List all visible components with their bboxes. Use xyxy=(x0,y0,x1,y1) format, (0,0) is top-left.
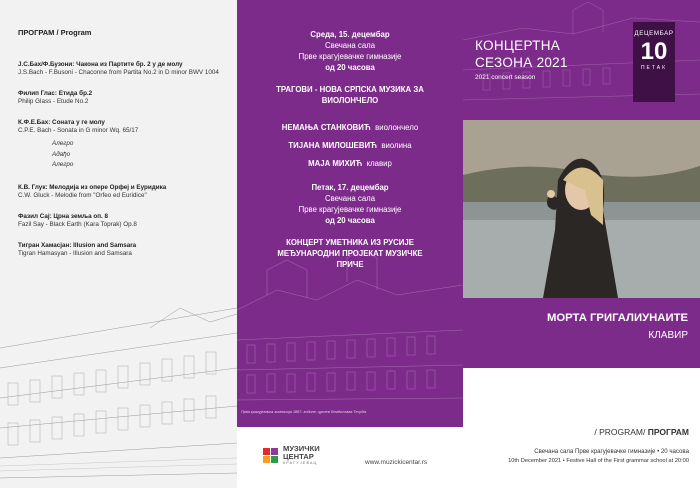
season-title-line1: КОНЦЕРТНА xyxy=(475,38,561,53)
season-title-line2: СЕЗОНА 2021 xyxy=(475,55,568,70)
program-item xyxy=(18,184,227,200)
project1-title: ТРАГОВИ - НОВА СРПСКА МУЗИКА ЗА xyxy=(276,85,424,94)
program-item xyxy=(18,213,227,229)
project1-title-line2: ВИОЛОНЧЕЛО xyxy=(321,96,379,105)
program-item-subtitle: C.W. Gluck - Melodie from "Orfeo ed Euridice" xyxy=(18,191,147,199)
program-item xyxy=(18,242,227,258)
date-badge xyxy=(633,22,675,102)
season-title-english: 2021 concert season xyxy=(475,74,536,81)
building-sketch-left xyxy=(0,288,237,488)
program-title-latin: / PROGRAM/ xyxy=(594,427,648,437)
event2-hall: Свечана сала xyxy=(324,194,376,203)
movement-tempo: Алегро xyxy=(52,161,74,168)
sketch-caption: Прва крагујевачка гимназија 1887. године, цртеж Владислава Тецића xyxy=(241,410,367,414)
event1-hall: Свечана сала xyxy=(324,41,376,50)
performer-instrument: виолончело xyxy=(375,123,419,132)
website-link[interactable]: www.muzickicentar.rs xyxy=(365,459,428,466)
featured-performer-instrument: КЛАВИР xyxy=(648,330,688,341)
project2-title-line3: ПРИЧЕ xyxy=(336,260,364,269)
program-item xyxy=(18,90,227,106)
program-item xyxy=(18,61,227,77)
program-item-subtitle: Philip Glass - Etude No.2 xyxy=(18,98,89,105)
project2-title-line2: МЕЂУНАРОДНИ ПРОЈЕКАТ МУЗИЧКЕ xyxy=(277,249,423,258)
program-item-subtitle: Fazil Say - Black Earth (Kara Toprak) Op.8 xyxy=(18,220,137,228)
program-item-title: К.В. Глук: Мелодија из опере Орфеј и Еуридика xyxy=(18,183,167,191)
performer-photo xyxy=(463,120,700,298)
project2-title: КОНЦЕРТ УМЕТНИКА ИЗ РУСИЈЕ xyxy=(286,238,414,247)
movement-tempo: Алегро xyxy=(52,140,74,147)
featured-performer-name: МОРТА ГРИГАЛИУНАИТЕ xyxy=(546,312,688,324)
performer-name: НЕМАЊА СТАНКОВИЋ xyxy=(281,123,371,132)
program-item-title: Филип Глас: Етида бр.2 xyxy=(18,90,93,97)
venue-serbian: Свечана сала Прве крагујевачке гимназије • 20 часова xyxy=(534,448,689,455)
program-panel xyxy=(0,0,237,488)
program-item-subtitle: C.P.E. Bach - Sonata in G minor Wq. 65/17 xyxy=(18,127,139,134)
events-panel xyxy=(237,0,463,488)
program-item-title: Фазил Сај: Црна земља оп. 8 xyxy=(18,212,109,220)
program-title xyxy=(463,427,689,437)
music-center-logo xyxy=(263,445,320,465)
performer-name: ТИЈАНА МИЛОШЕВИЋ xyxy=(288,141,377,150)
movement-list xyxy=(52,139,227,171)
date-month: ДЕЦЕМБАР xyxy=(634,30,674,37)
cover-panel xyxy=(463,0,700,488)
program-item-subtitle: J.S.Bach - F.Busoni - Chaconne from Partita No.2 in D minor BWV 1004 xyxy=(18,69,219,76)
performer-instrument: клавир xyxy=(366,159,392,168)
performer-name: МАЈА МИХИЋ xyxy=(308,159,363,168)
event2-time: од 20 часова xyxy=(325,216,375,225)
event2-date: Петак, 17. децембар xyxy=(311,183,389,192)
program-item-subtitle: Tigran Hamasyan - Illusion and Samsara xyxy=(18,249,132,257)
event1-date: Среда, 15. децембар xyxy=(310,30,390,39)
logo-icon xyxy=(263,448,278,463)
program-item-title: J.С.Бах/Ф.Бузони: Чакона из Партите бр. 2 у де молу xyxy=(18,61,183,68)
event1-time: од 20 часова xyxy=(325,63,375,72)
performer-instrument: виолина xyxy=(381,141,412,150)
event1-school: Прве крагујевачке гимназије xyxy=(298,52,402,61)
movement-tempo: Адађо xyxy=(52,150,71,158)
logo-line3: КРАГУЈЕВАЦ xyxy=(283,461,318,465)
event2-school: Прве крагујевачке гимназије xyxy=(298,205,402,214)
events-text xyxy=(237,0,463,270)
program-item-title: Тигран Хамасјан: Illusion and Samsara xyxy=(18,241,137,249)
cover-header xyxy=(463,0,700,120)
performer-line xyxy=(237,153,463,171)
logo-line1: МУЗИЧКИ xyxy=(283,444,320,453)
performer-line xyxy=(237,117,463,135)
program-title-cyrillic: ПРОГРАМ xyxy=(647,427,689,437)
program-item-title: К.Ф.Е.Бах: Соната у ге молу xyxy=(18,119,105,126)
date-weekday: ПЕТАК xyxy=(640,65,668,71)
date-day: 10 xyxy=(640,38,668,65)
program-item xyxy=(18,119,227,171)
logo-line2: ЦЕНТАР xyxy=(283,452,314,461)
program-heading: ПРОГРАМ / Program xyxy=(18,28,92,37)
performer-line xyxy=(237,135,463,153)
venue-english: 10th December 2021 • Festive Hall of the First grammar school at 20:00 xyxy=(508,458,689,464)
building-sketch-middle xyxy=(237,250,463,410)
